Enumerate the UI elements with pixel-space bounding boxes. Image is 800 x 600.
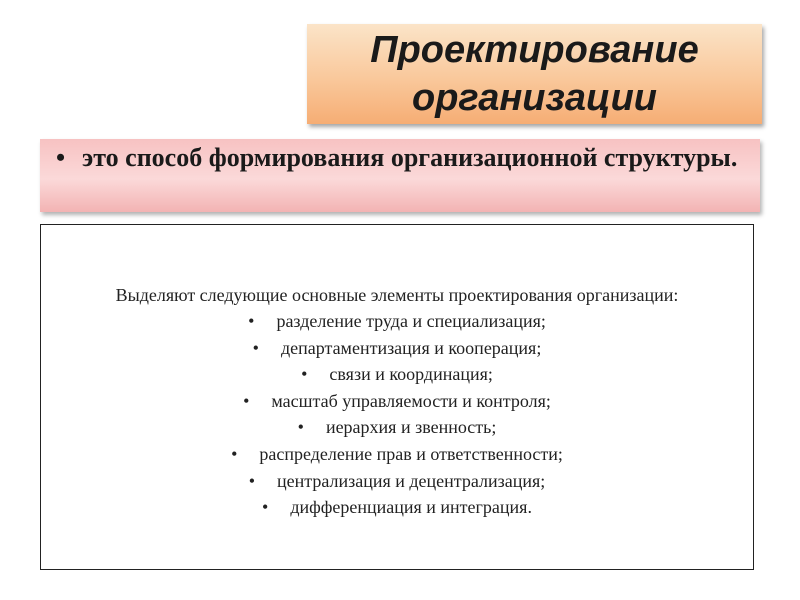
- list-item: [41, 388, 753, 415]
- bullet-icon: •: [248, 470, 256, 491]
- list-item: [41, 441, 753, 468]
- bullet-icon: •: [248, 311, 255, 331]
- bullet-icon: •: [243, 390, 250, 411]
- list-item-text: департаментизация и кооперация;: [280, 337, 542, 358]
- list-item: [41, 308, 753, 335]
- list-item: [41, 361, 753, 388]
- bullet-icon: •: [301, 364, 308, 385]
- bullet-icon: •: [262, 497, 269, 518]
- elements-intro: Выделяют следующие основные элементы проектирования организации:: [115, 285, 679, 305]
- elements-box: [40, 224, 754, 570]
- list-item-text: распределение прав и ответственности;: [259, 443, 563, 464]
- bullet-icon: •: [231, 443, 238, 464]
- list-item-text: централизация и децентрализация;: [277, 470, 546, 491]
- bullet-icon: •: [297, 417, 304, 438]
- slide-title: [370, 26, 698, 122]
- list-item: [41, 494, 753, 521]
- list-item-text: разделение труда и специализация;: [276, 311, 546, 331]
- elements-list: [41, 308, 753, 521]
- list-item: [41, 468, 753, 495]
- list-item: [41, 335, 753, 362]
- list-item: [41, 414, 753, 441]
- definition-text: это способ формирования организационной структуры.: [82, 143, 738, 172]
- list-item-text: связи и координация;: [329, 364, 493, 385]
- list-item-text: дифференциация и интеграция.: [290, 497, 532, 518]
- bullet-icon: •: [252, 337, 259, 358]
- list-item-text: масштаб управляемости и контроля;: [271, 390, 551, 411]
- title-line-2: организации: [412, 77, 657, 119]
- bullet-icon: •: [56, 143, 66, 172]
- definition-box: [40, 139, 760, 212]
- title-line-1: Проектирование: [370, 29, 699, 71]
- list-item-text: иерархия и звенность;: [325, 417, 497, 438]
- title-box: [307, 24, 762, 124]
